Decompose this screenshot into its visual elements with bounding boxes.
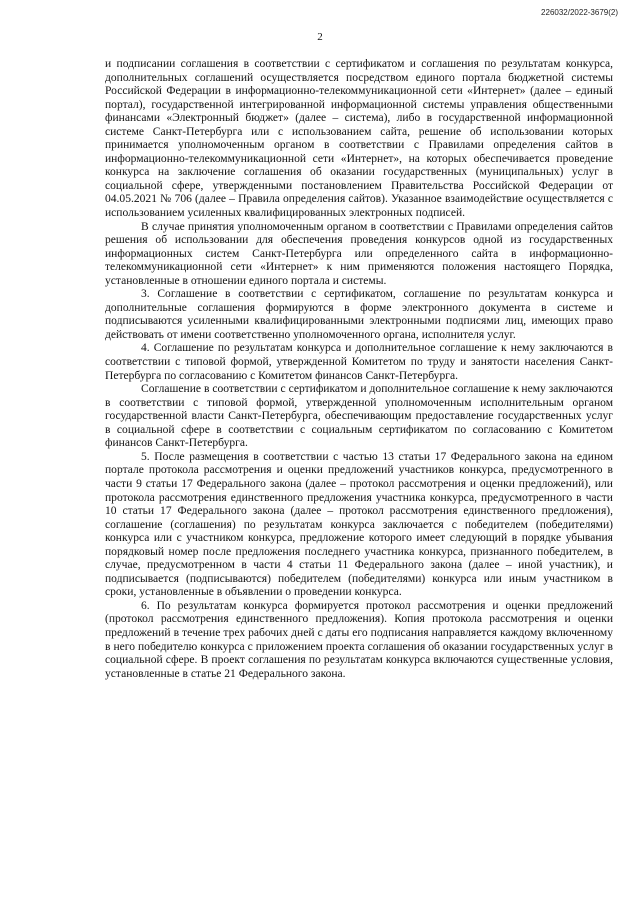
paragraph-clause-3: 3. Соглашение в соответствии с сертификатом, соглашение по результатам конкурса и дополнительные соглашения формируются в форме электронного документа в системе и подписываются усиленными квалифицированными электронными подписями лиц, имеющих право действовать от имени соответственно уполномоченного органа, исполнителя услуг. xyxy=(105,288,613,341)
paragraph-site-decision: В случае принятия уполномоченным органом в соответствии с Правилами определения сайтов решения об использовании для обеспечения проведения конкурсов одной из государственных информационных систем Санкт-Петербурга или определенного сайта в информационно-телекоммуникационной сети «Интернет» к ним применяются положения настоящего Порядка, установленные в отношении единого портала и системы. xyxy=(105,220,613,287)
paragraph-clause-6: 6. По результатам конкурса формируется протокол рассмотрения и оценки предложений (протокол рассмотрения единственного предложения). Копия протокола рассмотрения и оценки предложений в течение трех рабочих дней с даты его подписания направляется каждому включенному в него победителю конкурса с приложением проекта соглашения об оказании государственных услуг в социальной сфере. В проект соглашения по результатам конкурса включаются существенные условия, установленные в статье 21 Федерального закона. xyxy=(105,599,613,680)
paragraph-clause-5: 5. После размещения в соответствии с частью 13 статьи 17 Федерального закона на едином портале протокола рассмотрения и оценки предложений участников конкурса, предусмотренного в части 9 статьи 17 Федерального закона (далее – протокол рассмотрения и оценки предложений), или протокола рассмотрения единственного предложения участника конкурса, предусмотренного в части 10 статьи 17 Федерального закона (далее – протокол рассмотрения единственного предложения), соглашение (соглашения) по результатам конкурса заключается с победителем (победителями) конкурса или с участником конкурса, предложение которого имеет следующий в порядке убывания порядковый номер после предложения последнего участника конкурса, признанного победителем, в случае, предусмотренном в части 4 статьи 11 Федерального закона (далее – иной участник), и подписывается (подписываются) победителем (победителями) конкурса или иным участником в сроки, установленные в объявлении о проведении конкурса. xyxy=(105,450,613,599)
paragraph-certificate-agreement: Соглашение в соответствии с сертификатом и дополнительное соглашение к нему заключаются в соответствии с типовой формой, утвержденной уполномоченным исполнительным органом государственной власти Санкт-Петербурга, обеспечивающим предоставление государственных услуг в социальной сфере в соответствии с социальным сертификатом по согласованию с Комитетом финансов Санкт-Петербурга. xyxy=(105,383,613,450)
page-number: 2 xyxy=(317,31,323,43)
paragraph-clause-4: 4. Соглашение по результатам конкурса и дополнительное соглашение к нему заключаются в соответствии с типовой формой, утвержденной Комитетом по труду и занятости населения Санкт-Петербурга по согласованию с Комитетом финансов Санкт-Петербурга. xyxy=(105,342,613,382)
document-registration-number: 226032/2022-3679(2) xyxy=(541,8,618,17)
document-body xyxy=(105,58,613,681)
paragraph-portal-signing: и подписании соглашения в соответствии с сертификатом и соглашения по результатам конкурса, дополнительных соглашений осуществляется посредством единого портала бюджетной системы Российской Федерации в информационно-телекоммуникационной сети «Интернет» (далее – единый портал), государственной интегрированной информационной системы управления общественными финансами «Электронный бюджет» (далее – система), либо в государственной информационной системе Санкт-Петербурга или с использованием сайта, решение об использовании которых принимается уполномоченным органом в соответствии с Правилами определения сайтов в информационно-телекоммуникационной сети «Интернет», на которых обеспечивается проведение конкурса на заключение соглашения об оказании государственных (муниципальных) услуг в социальной сфере, утвержденными постановлением Правительства Российской Федерации от 04.05.2021 № 706 (далее – Правила определения сайтов). Указанное взаимодействие осуществляется с использованием усиленных квалифицированных электронных подписей. xyxy=(105,58,613,220)
